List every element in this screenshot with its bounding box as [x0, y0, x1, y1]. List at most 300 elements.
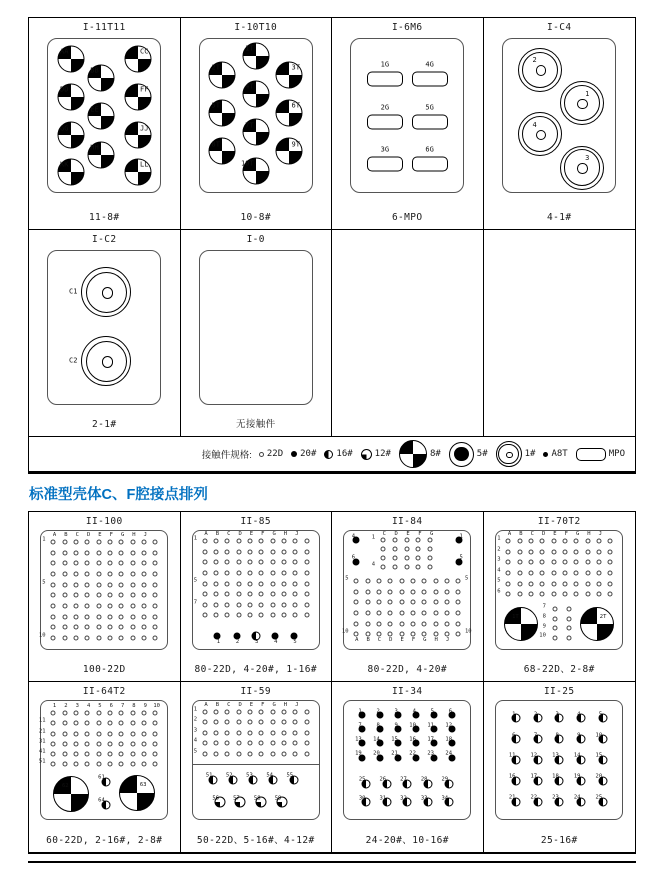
contact-22d-icon [96, 614, 101, 619]
contact-22d-icon [96, 625, 101, 630]
contact [153, 711, 158, 716]
panel-i-6m6 [332, 18, 484, 230]
contact-22d-icon [107, 762, 112, 767]
contact-22d-icon [62, 582, 67, 587]
contact-22d-icon [225, 730, 230, 735]
contact-22d-icon [506, 570, 511, 575]
contact-22d-icon [85, 572, 90, 577]
contact [85, 593, 90, 598]
contact-22d-icon [51, 721, 56, 726]
contact [552, 794, 564, 806]
contact-22d-icon [214, 560, 219, 565]
contact [107, 625, 112, 630]
contact-22d-icon [392, 555, 397, 560]
contact [508, 752, 520, 764]
contact-22d-icon [130, 711, 135, 716]
contact-22d-icon [456, 632, 461, 637]
contact [376, 708, 384, 719]
contact-22d-icon [259, 710, 264, 715]
contact [69, 267, 131, 317]
contact [130, 741, 135, 746]
grid-col-label: E [249, 701, 254, 708]
contact [96, 572, 101, 577]
contact [380, 538, 385, 543]
contact-22d-icon [444, 621, 449, 626]
contact [85, 762, 90, 767]
contact [551, 581, 556, 586]
panel-ii-100 [29, 512, 181, 682]
contact [96, 625, 101, 630]
contact-22d-icon [585, 539, 590, 544]
contact-22d-icon [270, 560, 275, 565]
contact [560, 81, 604, 125]
contact [259, 570, 264, 575]
grid-col-label: F [564, 530, 568, 537]
contact-22d-icon [528, 581, 533, 586]
contact-label: 3 [555, 711, 559, 718]
contact [270, 741, 275, 746]
contact [574, 549, 579, 554]
contact-22d-icon [248, 560, 253, 565]
grid-col-label: E [249, 530, 254, 537]
contact [96, 635, 101, 640]
grid-col-label: 1 [52, 703, 57, 710]
grid-col-label: E [553, 530, 557, 537]
contact [399, 600, 404, 605]
grid-col-label: J [295, 701, 299, 708]
contact-22d-icon [141, 540, 146, 545]
contact-label: 22 [530, 794, 538, 801]
contact-22d-icon [528, 539, 533, 544]
contact [214, 797, 225, 808]
contact-22d-icon [225, 570, 230, 575]
contact-22d-icon [270, 602, 275, 607]
contact [409, 750, 420, 761]
mpo-slot-icon [576, 448, 606, 461]
contact [236, 560, 241, 565]
contact-22d-icon [248, 730, 253, 735]
contact [107, 603, 112, 608]
contact-22d-icon [214, 720, 219, 725]
contact [517, 549, 522, 554]
contact-label: AA [60, 47, 69, 56]
contact-22d-icon [304, 720, 309, 725]
contact [282, 570, 287, 575]
contact [73, 721, 78, 726]
contact [96, 540, 101, 545]
contact [236, 720, 241, 725]
contact-22d-icon [85, 752, 90, 757]
contact [552, 636, 557, 641]
grid-row-label: 5 [497, 577, 501, 584]
contact [608, 581, 613, 586]
contact [248, 570, 253, 575]
contact-label: 5 [459, 554, 463, 561]
contact [73, 625, 78, 630]
contact [51, 603, 56, 608]
contact [141, 721, 146, 726]
contact [85, 635, 90, 640]
contact-22d-icon [566, 626, 571, 631]
contact [404, 538, 409, 543]
contact-22d-icon [130, 721, 135, 726]
grid-row-label: 21 [38, 727, 46, 734]
contact [236, 751, 241, 756]
contact [376, 610, 381, 615]
contact [85, 721, 90, 726]
contact-22d-icon [202, 549, 207, 554]
contact-16-icon [324, 450, 333, 459]
contact-22d-icon [259, 613, 264, 618]
contact-22d-icon [119, 561, 124, 566]
contact [153, 752, 158, 757]
contact-22d-icon [153, 762, 158, 767]
contact [399, 610, 404, 615]
contact [276, 61, 303, 88]
contact-22d-icon [259, 581, 264, 586]
contact-22d-icon [236, 570, 241, 575]
contact-22d-icon [130, 561, 135, 566]
contact [595, 752, 607, 764]
contact [304, 751, 309, 756]
contact [248, 602, 253, 607]
contact [107, 762, 112, 767]
contact-22d-icon [202, 560, 207, 565]
contact [119, 752, 124, 757]
contact [400, 795, 412, 807]
contact-22d-icon [444, 600, 449, 605]
contact [596, 549, 601, 554]
contact-22d-icon [202, 720, 207, 725]
contact-22d-icon [248, 570, 253, 575]
contact-22d-icon [225, 741, 230, 746]
contact [282, 720, 287, 725]
contact [422, 621, 427, 626]
contact [540, 560, 545, 565]
contact [392, 538, 397, 543]
contact [552, 626, 557, 631]
contact-22d-icon [422, 610, 427, 615]
contact-22d-icon [141, 752, 146, 757]
contact [259, 602, 264, 607]
contact-22d-icon [153, 752, 158, 757]
contact-label: HH [90, 143, 99, 152]
contact [428, 555, 433, 560]
contact-22d-icon [574, 570, 579, 575]
contact-22d-icon [410, 621, 415, 626]
contact [96, 762, 101, 767]
contact [444, 579, 449, 584]
contact-label: 22 [409, 750, 416, 757]
contact [236, 539, 241, 544]
contact-22d-icon [282, 560, 287, 565]
contact [456, 632, 461, 637]
grid-row-label: 5 [193, 577, 198, 584]
contact-label: 28 [420, 776, 428, 783]
contact-22d-icon [202, 613, 207, 618]
contact [236, 730, 241, 735]
contact-22d-icon [130, 625, 135, 630]
contact [236, 710, 241, 715]
contact [130, 762, 135, 767]
contact-label: 17 [530, 773, 538, 780]
contact [107, 731, 112, 736]
contact [608, 592, 613, 597]
contact-22d-icon [85, 721, 90, 726]
contact-22d-icon [282, 592, 287, 597]
contact [141, 762, 146, 767]
contact [596, 539, 601, 544]
contact [533, 711, 542, 723]
contact-label: C1 [69, 287, 78, 296]
contact [562, 539, 567, 544]
grid-col-label: H [283, 530, 288, 537]
contact-22d-icon [456, 579, 461, 584]
contact [62, 752, 67, 757]
contact [153, 762, 158, 767]
contact [96, 741, 101, 746]
contact [416, 564, 421, 569]
contact-22d-icon [225, 539, 230, 544]
contact-22d-icon [141, 550, 146, 555]
grid-row-label: 4 [371, 561, 375, 568]
contact [153, 582, 158, 587]
contact-22d-icon [270, 549, 275, 554]
contact-grid [353, 708, 461, 765]
contact [248, 751, 253, 756]
contact-label: 8T [211, 140, 220, 149]
contact [153, 614, 158, 619]
contact [214, 710, 219, 715]
contact [365, 621, 370, 626]
contact [130, 540, 135, 545]
contact [506, 570, 511, 575]
contact-22d-icon [85, 762, 90, 767]
contact [358, 776, 370, 788]
contact [358, 708, 366, 719]
contact-22d-icon [236, 751, 241, 756]
contact-22d-icon [119, 721, 124, 726]
contact [293, 539, 298, 544]
legend-item-label: 1# [524, 449, 536, 459]
panel-bottom-label: 60-22D, 2-16#, 2-8# [46, 835, 163, 846]
contact-22d-icon [517, 549, 522, 554]
contact-22d-icon [248, 539, 253, 544]
contact [236, 549, 241, 554]
contact-22d-icon [62, 752, 67, 757]
contact-label: 7T [245, 121, 254, 130]
panel-ii-25 [484, 682, 636, 852]
contact-22d-icon [506, 549, 511, 554]
contact [517, 539, 522, 544]
contact-22d-icon [574, 581, 579, 586]
contact-label: FF [140, 85, 149, 94]
contact-22d-icon [608, 539, 613, 544]
contact [388, 610, 393, 615]
panel-title: I-10T10 [234, 22, 278, 33]
contact [445, 736, 456, 747]
contact-22d-icon [404, 538, 409, 543]
contact-22d-icon [596, 539, 601, 544]
contact [130, 711, 135, 716]
contact-22d-icon [444, 610, 449, 615]
contact [225, 592, 230, 597]
contact [202, 592, 207, 597]
contact-22d-icon [62, 731, 67, 736]
contact-22d-icon [73, 561, 78, 566]
contact-22d-icon [574, 592, 579, 597]
grid-col-label: H [587, 530, 591, 537]
grid-col-label: C [530, 530, 534, 537]
contact [270, 570, 275, 575]
contact-22d-icon [282, 730, 287, 735]
contact [576, 711, 585, 723]
contact-22d-icon [153, 550, 158, 555]
contact [573, 773, 585, 785]
grid-row-label: 2 [497, 545, 501, 552]
contact-22d-icon [119, 752, 124, 757]
contact [107, 593, 112, 598]
contact-22d-icon [62, 721, 67, 726]
contact-22d-icon [141, 572, 146, 577]
contact [365, 589, 370, 594]
contact-22d-icon [376, 579, 381, 584]
contact-22d-icon [107, 603, 112, 608]
contact [427, 722, 438, 733]
contact-22d-icon [506, 560, 511, 565]
contact-22d-icon [153, 635, 158, 640]
legend-item-label: MPO [608, 449, 625, 459]
contact [124, 45, 151, 72]
contact-label: 27 [400, 776, 407, 783]
contact [506, 549, 511, 554]
contact [585, 560, 590, 565]
contact [392, 564, 397, 569]
legend-item-label: 5# [476, 449, 488, 459]
contact [73, 711, 78, 716]
contact-22d-icon [153, 614, 158, 619]
legend-item-22d [259, 449, 283, 459]
contact-22d-icon [293, 741, 298, 746]
contact-22d-icon [282, 602, 287, 607]
grid-col-label: A [204, 701, 208, 708]
contact-22d-icon [428, 546, 433, 551]
contact-label: 55 [286, 772, 294, 779]
contact-22d-icon [141, 741, 146, 746]
legend-item-label: 22D [266, 449, 284, 459]
contact-22d-icon [202, 592, 207, 597]
contact-22d-icon [551, 592, 556, 597]
contact [270, 549, 275, 554]
contact [73, 582, 78, 587]
contact [412, 103, 448, 129]
contact [62, 593, 67, 598]
contact-label: 3T [291, 63, 300, 72]
contact [62, 550, 67, 555]
contact [259, 720, 264, 725]
contact [62, 731, 67, 736]
contact-22d-icon [540, 549, 545, 554]
contact-22d-icon [96, 762, 101, 767]
contact-22d-icon [293, 549, 298, 554]
contact [259, 581, 264, 586]
contact [107, 711, 112, 716]
contact-label: 21 [508, 794, 516, 801]
contact [73, 731, 78, 736]
contact-1-icon [560, 146, 604, 190]
contact-22d-icon [153, 561, 158, 566]
contact [585, 549, 590, 554]
grid-col-label: B [519, 530, 523, 537]
panel-bottom-label: 50-22D、5-16#、4-12# [196, 835, 315, 846]
contact [236, 592, 241, 597]
contact-label: 34 [441, 795, 449, 802]
contact-22d-icon [404, 555, 409, 560]
contact-22d-icon [574, 539, 579, 544]
contact [73, 603, 78, 608]
contact [96, 721, 101, 726]
panel-bottom-label: 11-8# [88, 212, 120, 223]
contact [141, 561, 146, 566]
contact-label: 13 [552, 752, 559, 759]
contact [62, 635, 67, 640]
contact-22d-icon [416, 538, 421, 543]
panel-title: I-6M6 [391, 22, 423, 33]
contact [259, 613, 264, 618]
contact-label: 64 [98, 797, 105, 804]
contact [87, 65, 114, 92]
contact [355, 736, 366, 747]
contact-22d-icon [562, 539, 567, 544]
contact-22d-icon [96, 731, 101, 736]
contact [130, 603, 135, 608]
contact-22d-icon [73, 731, 78, 736]
contact-22d-icon [214, 710, 219, 715]
contact [456, 600, 461, 605]
contact-label: 16 [409, 736, 416, 743]
contact-22d-icon [141, 614, 146, 619]
contact [205, 772, 217, 785]
grid-row-label: 11 [38, 717, 46, 724]
contact [517, 592, 522, 597]
contact [391, 736, 402, 747]
panel-title: I-C4 [547, 22, 572, 33]
contact-22d-icon [270, 592, 275, 597]
contact-22d-icon [73, 540, 78, 545]
contact [444, 600, 449, 605]
contact-22d-icon [202, 539, 207, 544]
insert-arrangement-table-top [28, 17, 636, 474]
grid-col-label: B [215, 701, 220, 708]
contact-22d-icon [562, 581, 567, 586]
insert-outline [199, 250, 313, 405]
contact-22d-icon [551, 539, 556, 544]
grid-row-label: 3 [193, 727, 198, 734]
contact [270, 730, 275, 735]
contact [62, 721, 67, 726]
contact-22d-icon [51, 752, 56, 757]
contact-22d-icon [399, 600, 404, 605]
contact [551, 570, 556, 575]
contact [130, 614, 135, 619]
contact [376, 589, 381, 594]
contact [73, 561, 78, 566]
contact-22d-icon [574, 549, 579, 554]
contact-22d-icon [225, 751, 230, 756]
legend-row [29, 436, 635, 471]
contact-8-icon [504, 607, 538, 641]
contact-22d-icon [517, 560, 522, 565]
